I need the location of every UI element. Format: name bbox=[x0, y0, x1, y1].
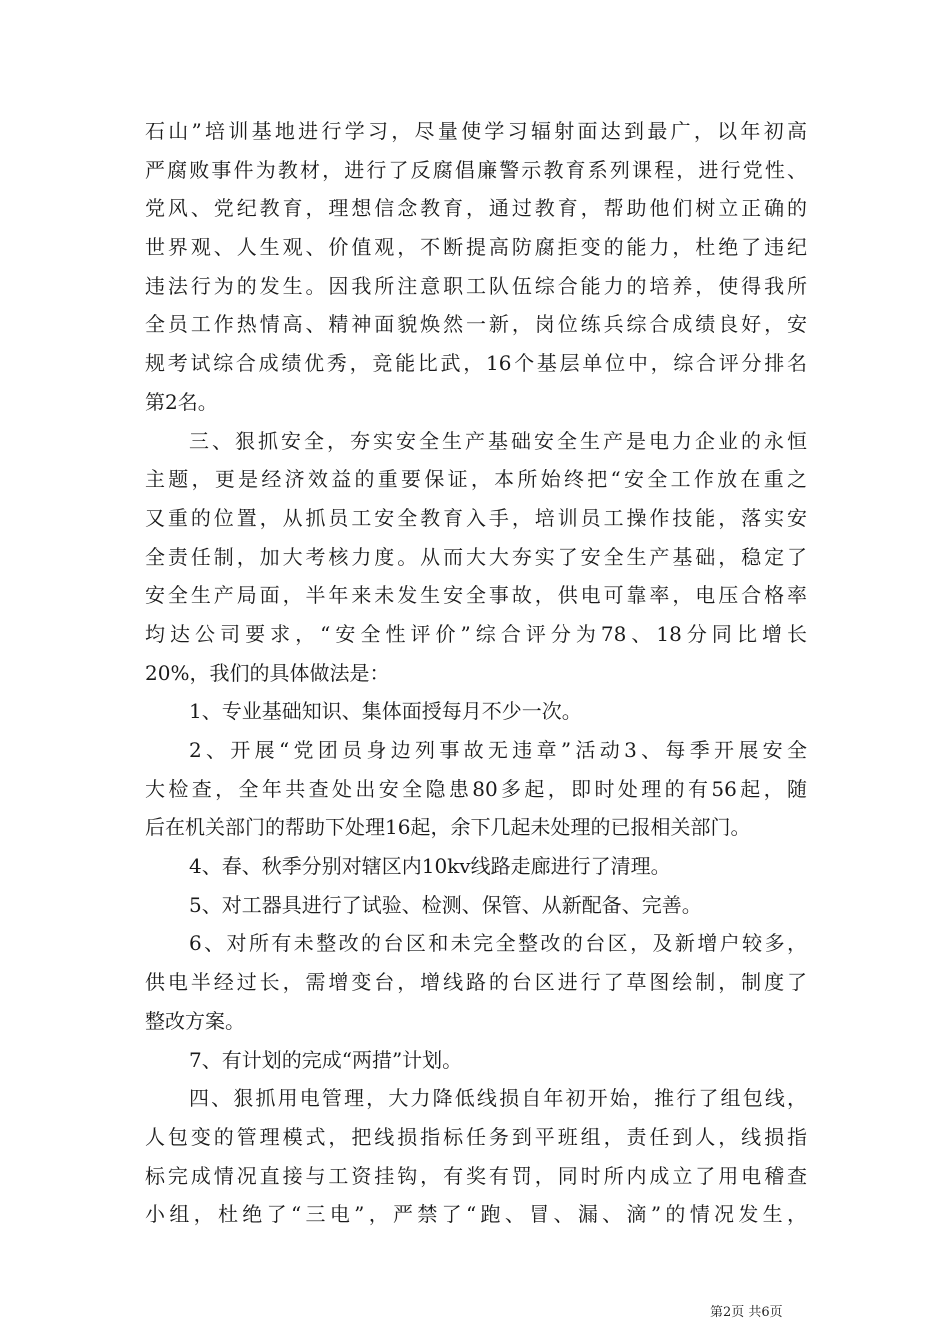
text-line: 后在机关部门的帮助下处理16起，余下几起未处理的已报相关部门。 bbox=[145, 815, 751, 840]
text-line: 主题，更是经济效益的重要保证，本所始终把“安全工作放在重之 bbox=[145, 467, 807, 492]
text-line: 整改方案。 bbox=[145, 1008, 245, 1033]
text-line: 规考试综合成绩优秀，竞能比武，16个基层单位中，综合评分排名 bbox=[145, 351, 807, 376]
text-line: 安全生产局面，半年来未发生安全事故，供电可靠率，电压合格率 bbox=[145, 583, 807, 608]
text-line: 违法行为的发生。因我所注意职工队伍综合能力的培养，使得我所 bbox=[145, 273, 807, 298]
text-line: 第2名。 bbox=[145, 389, 218, 414]
text-line: 均达公司要求，“安全性评价”综合评分为78、18分同比增长 bbox=[145, 621, 807, 646]
text-line: 大检查，全年共查处出安全隐患80多起，即时处理的有56起，随 bbox=[145, 776, 807, 801]
text-line: 2、开展“党团员身边列事故无违章”活动3、每季开展安全 bbox=[189, 738, 807, 762]
text-line: 小组，杜绝了“三电”，严禁了“跑、冒、漏、滴”的情况发生， bbox=[145, 1202, 807, 1227]
text-line: 7、有计划的完成“两措”计划。 bbox=[189, 1047, 463, 1072]
text-line: 供电半经过长，需增变台，增线路的台区进行了草图绘制，制度了 bbox=[145, 970, 807, 995]
text-line: 全责任制，加大考核力度。从而大大夯实了安全生产基础，稳定了 bbox=[145, 544, 807, 569]
text-line: 四、狠抓用电管理，大力降低线损自年初开始，推行了组包线， bbox=[189, 1086, 807, 1111]
text-line: 5、对工器具进行了试验、检测、保管、从新配备、完善。 bbox=[189, 892, 702, 917]
text-line: 6、对所有未整改的台区和未完全整改的台区，及新增户较多， bbox=[189, 931, 807, 956]
document-body bbox=[145, 112, 807, 1234]
text-line: 人包变的管理模式，把线损指标任务到平班组，责任到人，线损指 bbox=[145, 1124, 807, 1149]
page-number: 第2页 共6页 bbox=[710, 1305, 783, 1320]
text-line: 世界观、人生观、价值观，不断提高防腐拒变的能力，杜绝了违纪 bbox=[145, 235, 807, 260]
text-line: 党风、党纪教育，理想信念教育，通过教育，帮助他们树立正确的 bbox=[145, 196, 807, 221]
text-line: 严腐败事件为教材，进行了反腐倡廉警示教育系列课程，进行党性、 bbox=[145, 157, 807, 182]
text-line: 全员工作热情高、精神面貌焕然一新，岗位练兵综合成绩良好，安 bbox=[145, 312, 807, 337]
text-line: 标完成情况直接与工资挂钩，有奖有罚，同时所内成立了用电稽查 bbox=[145, 1163, 807, 1188]
text-line: 石山”培训基地进行学习，尽量使学习辐射面达到最广，以年初高 bbox=[145, 119, 807, 143]
text-line: 4、春、秋季分别对辖区内10kv线路走廊进行了清理。 bbox=[189, 854, 671, 879]
text-line: 20%，我们的具体做法是： bbox=[145, 660, 390, 685]
text-line: 三、狠抓安全，夯实安全生产基础安全生产是电力企业的永恒 bbox=[189, 428, 807, 453]
text-line: 1、专业基础知识、集体面授每月不少一次。 bbox=[189, 699, 582, 724]
text-line: 又重的位置，从抓员工安全教育入手，培训员工操作技能，落实安 bbox=[145, 505, 807, 530]
